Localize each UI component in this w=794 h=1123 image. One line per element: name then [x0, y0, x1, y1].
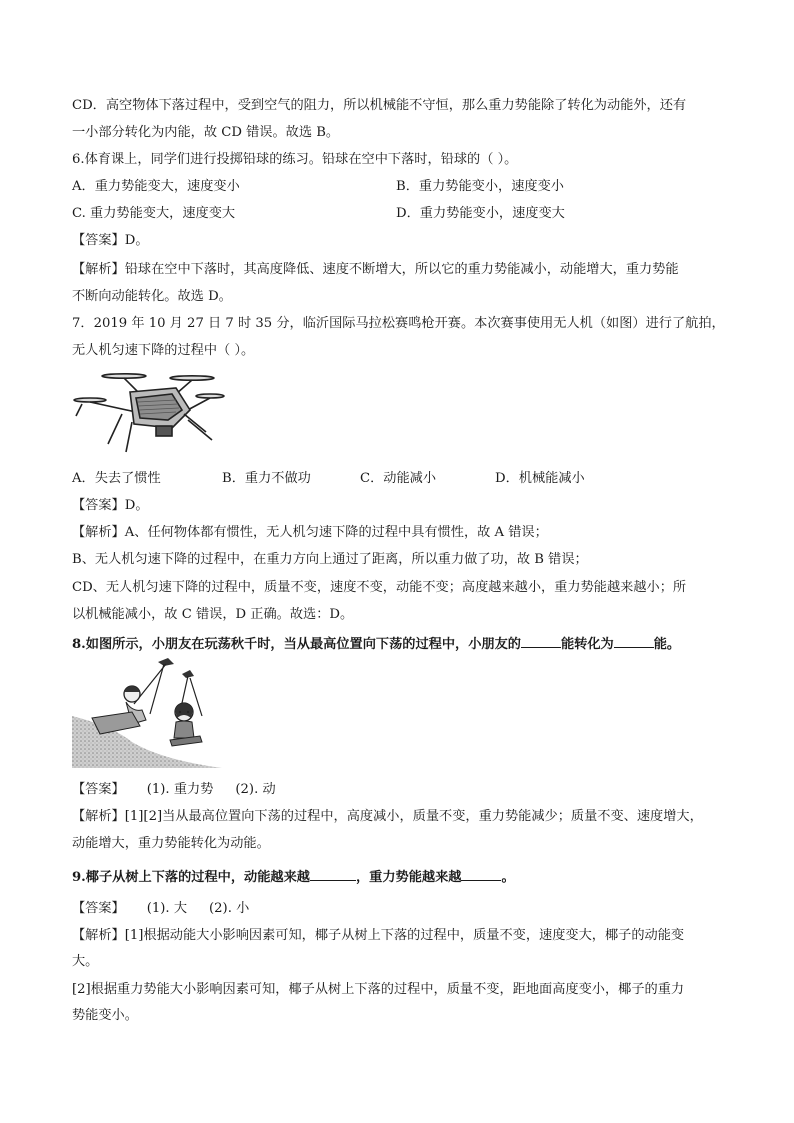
q9-stem-part-3: 。	[501, 870, 515, 885]
q6-stem: 6.体育课上，同学们进行投掷铅球的练习。铅球在空中下落时，铅球的（ ）。	[72, 152, 518, 167]
q9-stem-part-1: 9.椰子从树上下落的过程中，动能越来越	[72, 870, 310, 885]
q7-analysis-line-2: B、无人机匀速下降的过程中，在重力方向上通过了距离，所以重力做了功，故 B 错误；	[72, 552, 588, 567]
q8-stem-part-1: 8.如图所示，小朋友在玩荡秋千时，当从最高位置向下荡的过程中，小朋友的	[72, 637, 521, 652]
q8-analysis-line-1: 【解析】[1][2]当从最高位置向下荡的过程中，高度减小，质量不变，重力势能减少；质量不变、速度增大，	[72, 809, 703, 824]
q8-analysis-line-2: 动能增大，重力势能转化为动能。	[72, 836, 270, 851]
q8-answer-2: (2). 动	[235, 782, 276, 797]
q6-answer: 【答案】D。	[72, 233, 149, 248]
swing-figure	[72, 656, 222, 768]
q6-analysis-line-2: 不断向动能转化。故选 D。	[72, 289, 232, 304]
q9-blank-2[interactable]	[461, 866, 501, 881]
q6-option-c: C. 重力势能变大，速度变大	[72, 206, 236, 221]
q9-answer-label: 【答案】	[72, 901, 125, 916]
q7-option-b: B．重力不做功	[222, 471, 311, 486]
q9-stem-part-2: ，重力势能越来越	[355, 870, 462, 885]
q9-analysis-line-2: 大。	[72, 954, 99, 969]
q6-option-a: A．重力势能变大，速度变小	[72, 179, 240, 194]
q7-stem-line-1: 7．2019 年 10 月 27 日 7 时 35 分，临沂国际马拉松赛鸣枪开赛。本次赛事使用无人机（如图）进行了航拍，	[72, 316, 725, 331]
q7-stem-line-2: 无人机匀速下降的过程中（ ）。	[72, 343, 255, 358]
drone-illustration	[74, 374, 224, 452]
q9-stem	[72, 866, 515, 888]
q8-stem-part-2: 能转化为	[560, 637, 614, 652]
prev-analysis-line-2: 一小部分转化为内能，故 CD 错误。故选 B。	[72, 125, 340, 140]
q8-stem-part-3: 能。	[653, 637, 681, 652]
q7-option-d: D．机械能减小	[495, 471, 585, 486]
q8-answer-1: (1). 重力势	[146, 782, 214, 797]
q9-answer-2: (2). 小	[209, 901, 250, 916]
q8-blank-2[interactable]	[614, 633, 654, 648]
q7-analysis-line-3: CD、无人机匀速下降的过程中，质量不变，速度不变，动能不变；高度越来越小，重力势能越来越小；所	[72, 580, 687, 595]
q8-blank-1[interactable]	[521, 633, 561, 648]
q7-answer: 【答案】D。	[72, 498, 149, 513]
prev-analysis-line-1: CD．高空物体下落过程中，受到空气的阻力，所以机械能不守恒，那么重力势能除了转化为动能外，还有	[72, 98, 687, 113]
q6-option-b: B．重力势能变小，速度变小	[396, 179, 564, 194]
q8-answer	[72, 780, 276, 800]
q8-answer-label: 【答案】	[72, 782, 125, 797]
q8-stem	[72, 633, 680, 655]
q7-analysis-line-4: 以机械能减小，故 C 错误，D 正确。故选：D。	[72, 607, 354, 622]
q9-blank-1[interactable]	[310, 866, 356, 881]
q7-analysis-line-1: 【解析】A、任何物体都有惯性，无人机匀速下降的过程中具有惯性，故 A 错误；	[72, 525, 548, 540]
q6-analysis-line-1: 【解析】铅球在空中下落时，其高度降低、速度不断增大，所以它的重力势能减小，动能增大，重力势能	[72, 262, 679, 277]
q9-analysis-line-3: [2]根据重力势能大小影响因素可知，椰子从树上下落的过程中，质量不变，距地面高度变小，椰子的重力	[72, 982, 685, 997]
drone-figure	[72, 370, 228, 456]
q9-analysis-line-1: 【解析】[1]根据动能大小影响因素可知，椰子从树上下落的过程中，质量不变，速度变大，椰子的动能变	[72, 928, 685, 943]
swing-illustration	[72, 658, 222, 768]
q9-answer	[72, 899, 249, 919]
q9-analysis-line-4: 势能变小。	[72, 1008, 138, 1023]
q7-option-a: A．失去了惯性	[72, 471, 161, 486]
q6-option-d: D．重力势能变小，速度变大	[396, 206, 565, 221]
q7-option-c: C．动能减小	[360, 471, 437, 486]
q9-answer-1: (1). 大	[146, 901, 188, 916]
